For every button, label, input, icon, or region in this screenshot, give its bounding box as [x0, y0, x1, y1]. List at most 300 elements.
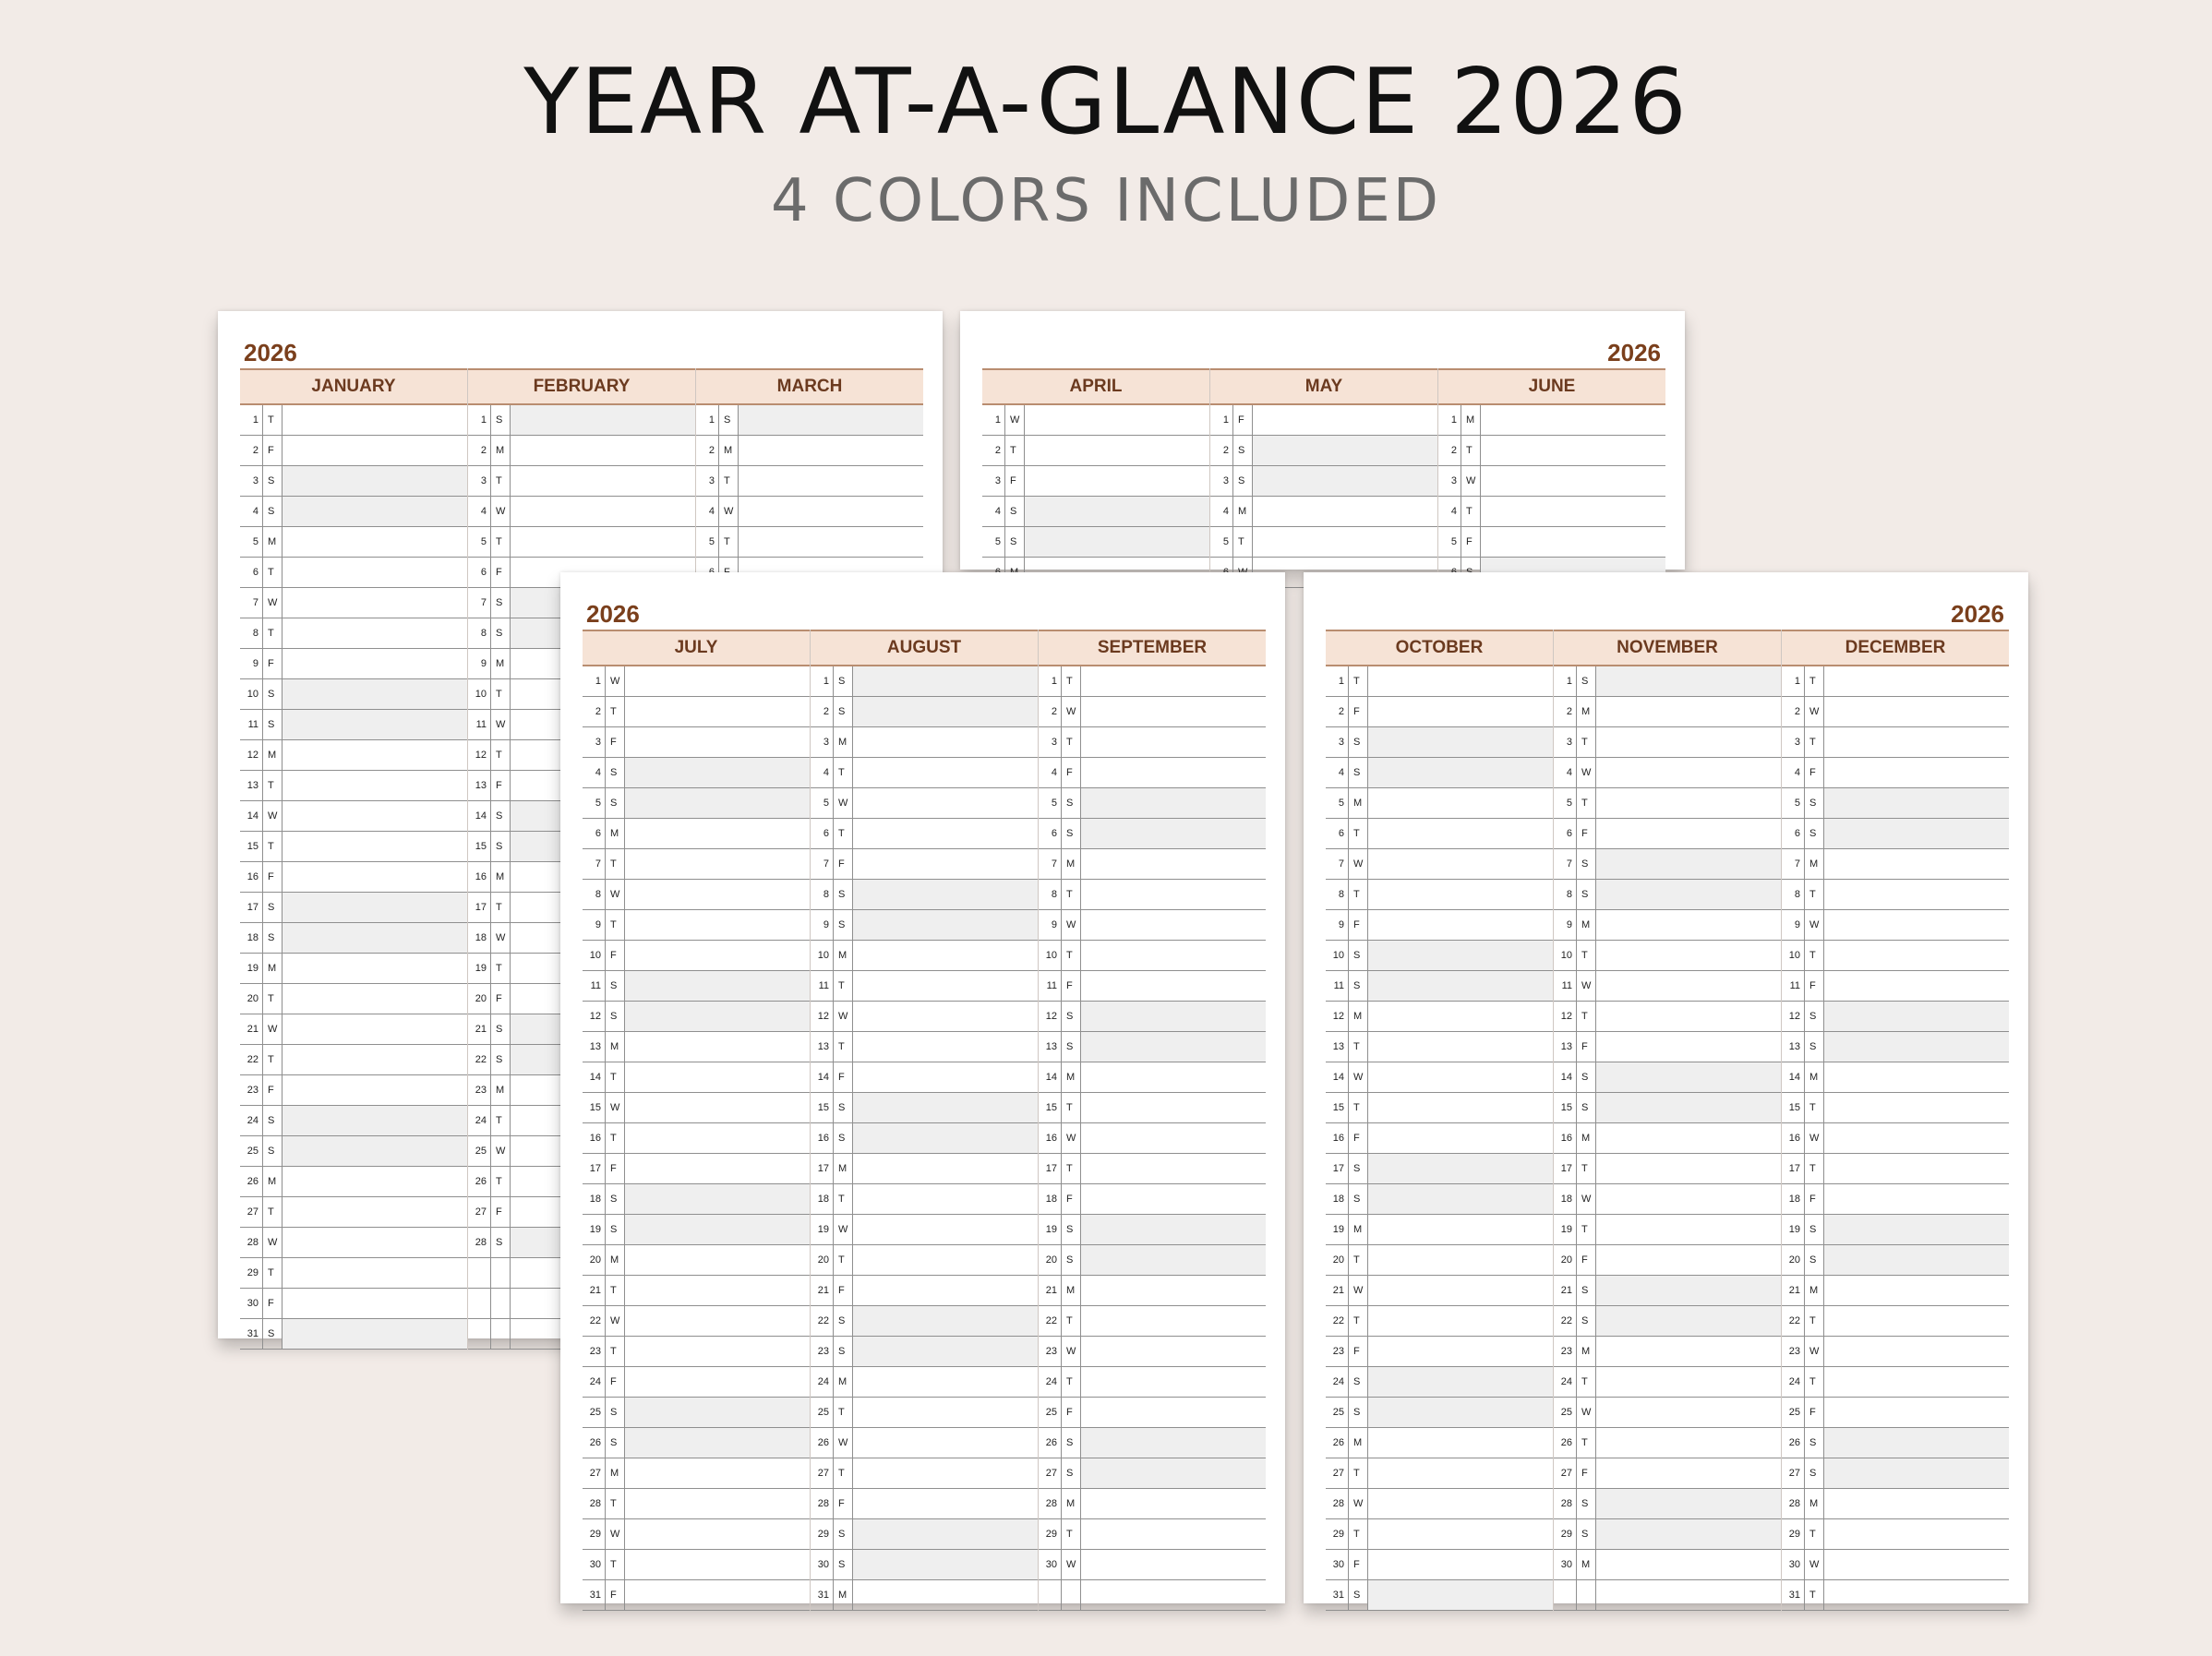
day-row[interactable]: [1039, 758, 1266, 788]
day-row[interactable]: [811, 1123, 1038, 1154]
day-row[interactable]: [811, 941, 1038, 971]
day-row[interactable]: [1554, 758, 1781, 788]
day-row[interactable]: [1782, 1062, 2009, 1093]
day-row[interactable]: [1326, 758, 1553, 788]
day-note-area[interactable]: [1824, 758, 2009, 787]
day-note-area[interactable]: [1081, 1154, 1266, 1183]
day-row[interactable]: [1782, 1276, 2009, 1306]
day-note-area[interactable]: [1368, 1580, 1553, 1610]
day-row[interactable]: [1782, 819, 2009, 849]
day-row[interactable]: [1326, 1580, 1553, 1611]
day-row[interactable]: [468, 527, 695, 558]
day-row[interactable]: [240, 1045, 467, 1075]
day-note-area[interactable]: [1368, 880, 1553, 909]
day-note-area[interactable]: [1596, 1337, 1781, 1366]
day-note-area[interactable]: [1596, 727, 1781, 757]
day-row[interactable]: [1326, 1032, 1553, 1062]
day-row[interactable]: [1554, 819, 1781, 849]
day-row[interactable]: [1326, 1002, 1553, 1032]
day-note-area[interactable]: [1081, 910, 1266, 940]
day-row[interactable]: [240, 649, 467, 679]
day-row[interactable]: [583, 1428, 810, 1458]
day-row[interactable]: [811, 758, 1038, 788]
day-note-area[interactable]: [853, 1276, 1038, 1305]
day-row[interactable]: [811, 727, 1038, 758]
day-row[interactable]: [1039, 1398, 1266, 1428]
day-note-area[interactable]: [1368, 1550, 1553, 1579]
day-row[interactable]: [583, 727, 810, 758]
day-note-area[interactable]: [1824, 941, 2009, 970]
day-note-area[interactable]: [1824, 1550, 2009, 1579]
day-row[interactable]: [1326, 1550, 1553, 1580]
day-note-area[interactable]: [1081, 1093, 1266, 1122]
day-row[interactable]: [1554, 1245, 1781, 1276]
day-row[interactable]: [240, 984, 467, 1014]
day-row[interactable]: [240, 466, 467, 497]
day-note-area[interactable]: [1081, 1215, 1266, 1244]
day-row[interactable]: [240, 954, 467, 984]
day-row[interactable]: [240, 771, 467, 801]
day-row[interactable]: [1326, 1367, 1553, 1398]
day-note-area[interactable]: [1081, 1184, 1266, 1214]
day-row[interactable]: [240, 1136, 467, 1167]
day-row[interactable]: [583, 697, 810, 727]
day-note-area[interactable]: [1596, 1306, 1781, 1336]
day-note-area[interactable]: [1824, 1154, 2009, 1183]
day-note-area[interactable]: [1368, 758, 1553, 787]
day-note-area[interactable]: [853, 910, 1038, 940]
day-row[interactable]: [1039, 1306, 1266, 1337]
day-row[interactable]: [982, 527, 1209, 558]
day-row[interactable]: [982, 405, 1209, 436]
day-row[interactable]: [583, 880, 810, 910]
day-row[interactable]: [1554, 1276, 1781, 1306]
day-row[interactable]: [811, 666, 1038, 697]
day-note-area[interactable]: [1368, 1489, 1553, 1518]
day-row[interactable]: [1782, 1337, 2009, 1367]
day-row[interactable]: [240, 497, 467, 527]
day-note-area[interactable]: [625, 1276, 810, 1305]
day-row[interactable]: [583, 1184, 810, 1215]
day-row[interactable]: [1326, 1428, 1553, 1458]
day-row[interactable]: [982, 497, 1209, 527]
day-note-area[interactable]: [1368, 1093, 1553, 1122]
day-note-area[interactable]: [1596, 910, 1781, 940]
day-note-area[interactable]: [511, 405, 695, 435]
day-row[interactable]: [1782, 880, 2009, 910]
day-row[interactable]: [811, 1306, 1038, 1337]
day-row[interactable]: [1438, 405, 1665, 436]
day-note-area[interactable]: [853, 1458, 1038, 1488]
day-note-area[interactable]: [625, 1398, 810, 1427]
day-note-area[interactable]: [1368, 1215, 1553, 1244]
day-note-area[interactable]: [283, 1319, 467, 1349]
day-note-area[interactable]: [625, 1550, 810, 1579]
day-note-area[interactable]: [625, 1184, 810, 1214]
day-row[interactable]: [1326, 1184, 1553, 1215]
day-note-area[interactable]: [1481, 527, 1665, 557]
day-note-area[interactable]: [625, 819, 810, 848]
day-row[interactable]: [583, 910, 810, 941]
day-row[interactable]: [1554, 1002, 1781, 1032]
day-row[interactable]: [1326, 910, 1553, 941]
day-note-area[interactable]: [1824, 727, 2009, 757]
day-row[interactable]: [1326, 1093, 1553, 1123]
day-row[interactable]: [1782, 1580, 2009, 1611]
day-row[interactable]: [1782, 1245, 2009, 1276]
day-note-area[interactable]: [1081, 1428, 1266, 1458]
day-row[interactable]: [1438, 497, 1665, 527]
day-row[interactable]: [696, 436, 923, 466]
day-row[interactable]: [1039, 1093, 1266, 1123]
day-note-area[interactable]: [1253, 405, 1437, 435]
day-note-area[interactable]: [1081, 666, 1266, 696]
day-note-area[interactable]: [1596, 1093, 1781, 1122]
day-row[interactable]: [583, 941, 810, 971]
day-row[interactable]: [240, 1106, 467, 1136]
day-note-area[interactable]: [625, 1519, 810, 1549]
day-row[interactable]: [1782, 1550, 2009, 1580]
day-row[interactable]: [583, 819, 810, 849]
day-note-area[interactable]: [283, 558, 467, 587]
day-note-area[interactable]: [625, 788, 810, 818]
day-note-area[interactable]: [1025, 436, 1209, 465]
day-note-area[interactable]: [511, 436, 695, 465]
day-note-area[interactable]: [625, 880, 810, 909]
day-note-area[interactable]: [1368, 697, 1553, 726]
day-note-area[interactable]: [853, 971, 1038, 1001]
day-row[interactable]: [811, 1398, 1038, 1428]
day-note-area[interactable]: [853, 1123, 1038, 1153]
day-row[interactable]: [1039, 910, 1266, 941]
day-note-area[interactable]: [1081, 1398, 1266, 1427]
day-note-area[interactable]: [1596, 666, 1781, 696]
day-row[interactable]: [1326, 941, 1553, 971]
day-row[interactable]: [811, 1154, 1038, 1184]
day-row[interactable]: [1554, 1550, 1781, 1580]
day-note-area[interactable]: [283, 893, 467, 922]
day-note-area[interactable]: [1253, 466, 1437, 496]
day-row[interactable]: [811, 971, 1038, 1002]
day-row[interactable]: [1326, 971, 1553, 1002]
day-row[interactable]: [1554, 1458, 1781, 1489]
day-row[interactable]: [240, 527, 467, 558]
day-note-area[interactable]: [1368, 1154, 1553, 1183]
day-row[interactable]: [1554, 1367, 1781, 1398]
day-row[interactable]: [240, 1167, 467, 1197]
day-note-area[interactable]: [1081, 697, 1266, 726]
day-note-area[interactable]: [1596, 1519, 1781, 1549]
day-row[interactable]: [583, 1550, 810, 1580]
day-note-area[interactable]: [1596, 1215, 1781, 1244]
day-row[interactable]: [811, 819, 1038, 849]
day-note-area[interactable]: [1368, 1458, 1553, 1488]
day-note-area[interactable]: [283, 710, 467, 739]
day-row[interactable]: [1554, 697, 1781, 727]
day-note-area[interactable]: [511, 466, 695, 496]
day-note-area[interactable]: [1824, 1215, 2009, 1244]
day-row[interactable]: [468, 436, 695, 466]
day-note-area[interactable]: [853, 1550, 1038, 1579]
day-row[interactable]: [1326, 1489, 1553, 1519]
day-note-area[interactable]: [1368, 727, 1553, 757]
day-note-area[interactable]: [853, 1306, 1038, 1336]
day-note-area[interactable]: [739, 527, 923, 557]
day-note-area[interactable]: [283, 1228, 467, 1257]
day-row[interactable]: [1039, 1184, 1266, 1215]
day-row[interactable]: [1554, 910, 1781, 941]
day-row[interactable]: [583, 1062, 810, 1093]
day-note-area[interactable]: [1824, 819, 2009, 848]
day-row[interactable]: [583, 849, 810, 880]
day-row[interactable]: [1039, 1154, 1266, 1184]
day-note-area[interactable]: [1368, 910, 1553, 940]
day-note-area[interactable]: [283, 984, 467, 1014]
day-row[interactable]: [1782, 788, 2009, 819]
day-row[interactable]: [240, 1289, 467, 1319]
day-row[interactable]: [1039, 880, 1266, 910]
day-note-area[interactable]: [1824, 1489, 2009, 1518]
day-note-area[interactable]: [625, 758, 810, 787]
day-row[interactable]: [1039, 666, 1266, 697]
day-row[interactable]: [1039, 1367, 1266, 1398]
day-row[interactable]: [1554, 1032, 1781, 1062]
day-note-area[interactable]: [1081, 1062, 1266, 1092]
day-note-area[interactable]: [1368, 666, 1553, 696]
day-note-area[interactable]: [283, 1136, 467, 1166]
day-note-area[interactable]: [1081, 1550, 1266, 1579]
day-row[interactable]: [1438, 527, 1665, 558]
day-note-area[interactable]: [1596, 1154, 1781, 1183]
day-row[interactable]: [1326, 727, 1553, 758]
day-note-area[interactable]: [1081, 727, 1266, 757]
day-row[interactable]: [1039, 1519, 1266, 1550]
day-note-area[interactable]: [1368, 1245, 1553, 1275]
day-note-area[interactable]: [1081, 788, 1266, 818]
day-row[interactable]: [1039, 1550, 1266, 1580]
day-row[interactable]: [1782, 849, 2009, 880]
day-row[interactable]: [583, 1398, 810, 1428]
day-note-area[interactable]: [853, 1062, 1038, 1092]
day-note-area[interactable]: [1081, 1337, 1266, 1366]
day-note-area[interactable]: [1481, 405, 1665, 435]
day-row[interactable]: [811, 697, 1038, 727]
day-row[interactable]: [583, 1093, 810, 1123]
day-row[interactable]: [1782, 941, 2009, 971]
day-note-area[interactable]: [1081, 1245, 1266, 1275]
day-row[interactable]: [1326, 1245, 1553, 1276]
day-note-area[interactable]: [1596, 1123, 1781, 1153]
day-note-area[interactable]: [853, 1428, 1038, 1458]
day-note-area[interactable]: [1824, 697, 2009, 726]
day-row[interactable]: [811, 1550, 1038, 1580]
day-note-area[interactable]: [1824, 1580, 2009, 1610]
day-note-area[interactable]: [1824, 1428, 2009, 1458]
day-note-area[interactable]: [1824, 1458, 2009, 1488]
day-note-area[interactable]: [1824, 1032, 2009, 1062]
day-note-area[interactable]: [1368, 788, 1553, 818]
day-row[interactable]: [240, 618, 467, 649]
day-note-area[interactable]: [511, 527, 695, 557]
day-note-area[interactable]: [625, 1428, 810, 1458]
day-note-area[interactable]: [1824, 666, 2009, 696]
day-note-area[interactable]: [853, 666, 1038, 696]
day-row[interactable]: [811, 1215, 1038, 1245]
day-note-area[interactable]: [1596, 1002, 1781, 1031]
day-row[interactable]: [240, 679, 467, 710]
day-note-area[interactable]: [283, 1167, 467, 1196]
day-row[interactable]: [1554, 1580, 1781, 1611]
day-note-area[interactable]: [1253, 527, 1437, 557]
day-row[interactable]: [811, 1032, 1038, 1062]
day-note-area[interactable]: [1081, 880, 1266, 909]
day-row[interactable]: [1210, 436, 1437, 466]
day-row[interactable]: [583, 971, 810, 1002]
day-row[interactable]: [1782, 1489, 2009, 1519]
day-note-area[interactable]: [739, 497, 923, 526]
day-row[interactable]: [1782, 697, 2009, 727]
day-row[interactable]: [1039, 819, 1266, 849]
day-row[interactable]: [811, 1002, 1038, 1032]
day-row[interactable]: [1782, 910, 2009, 941]
day-note-area[interactable]: [283, 1014, 467, 1044]
day-row[interactable]: [1554, 1489, 1781, 1519]
day-row[interactable]: [240, 1228, 467, 1258]
day-note-area[interactable]: [1824, 1337, 2009, 1366]
day-row[interactable]: [1782, 1002, 2009, 1032]
day-note-area[interactable]: [853, 1154, 1038, 1183]
day-note-area[interactable]: [283, 527, 467, 557]
day-note-area[interactable]: [1596, 849, 1781, 879]
day-note-area[interactable]: [283, 1045, 467, 1074]
day-row[interactable]: [1326, 1276, 1553, 1306]
day-note-area[interactable]: [1081, 1002, 1266, 1031]
day-row[interactable]: [1039, 941, 1266, 971]
day-note-area[interactable]: [1596, 1367, 1781, 1397]
day-note-area[interactable]: [853, 1032, 1038, 1062]
day-row[interactable]: [240, 862, 467, 893]
day-note-area[interactable]: [625, 1123, 810, 1153]
day-note-area[interactable]: [1596, 1458, 1781, 1488]
day-row[interactable]: [1554, 1123, 1781, 1154]
day-row[interactable]: [1326, 1337, 1553, 1367]
day-note-area[interactable]: [1368, 1032, 1553, 1062]
day-note-area[interactable]: [283, 923, 467, 953]
day-row[interactable]: [1326, 1306, 1553, 1337]
day-note-area[interactable]: [853, 1215, 1038, 1244]
day-note-area[interactable]: [853, 1519, 1038, 1549]
day-note-area[interactable]: [1596, 819, 1781, 848]
day-row[interactable]: [240, 740, 467, 771]
day-note-area[interactable]: [625, 1489, 810, 1518]
day-row[interactable]: [1039, 1337, 1266, 1367]
day-row[interactable]: [240, 588, 467, 618]
day-note-area[interactable]: [853, 1093, 1038, 1122]
day-note-area[interactable]: [1824, 1245, 2009, 1275]
day-row[interactable]: [583, 1002, 810, 1032]
day-row[interactable]: [583, 1337, 810, 1367]
day-row[interactable]: [1782, 1184, 2009, 1215]
day-row[interactable]: [1039, 1428, 1266, 1458]
day-row[interactable]: [1782, 1093, 2009, 1123]
day-note-area[interactable]: [1596, 1276, 1781, 1305]
day-note-area[interactable]: [1596, 1580, 1781, 1610]
day-note-area[interactable]: [853, 849, 1038, 879]
day-note-area[interactable]: [853, 1245, 1038, 1275]
day-note-area[interactable]: [1081, 1032, 1266, 1062]
day-row[interactable]: [1554, 1215, 1781, 1245]
day-row[interactable]: [811, 1184, 1038, 1215]
day-row[interactable]: [1326, 880, 1553, 910]
day-note-area[interactable]: [625, 1306, 810, 1336]
day-row[interactable]: [1782, 1032, 2009, 1062]
day-note-area[interactable]: [1824, 1062, 2009, 1092]
day-note-area[interactable]: [1824, 1184, 2009, 1214]
day-note-area[interactable]: [511, 497, 695, 526]
day-note-area[interactable]: [1368, 849, 1553, 879]
day-row[interactable]: [982, 466, 1209, 497]
day-row[interactable]: [1039, 1276, 1266, 1306]
day-row[interactable]: [240, 436, 467, 466]
day-row[interactable]: [1782, 1215, 2009, 1245]
day-note-area[interactable]: [1368, 1002, 1553, 1031]
day-note-area[interactable]: [853, 1337, 1038, 1366]
day-row[interactable]: [1554, 1337, 1781, 1367]
day-note-area[interactable]: [739, 405, 923, 435]
day-row[interactable]: [811, 1519, 1038, 1550]
day-note-area[interactable]: [625, 697, 810, 726]
day-note-area[interactable]: [283, 801, 467, 831]
day-row[interactable]: [240, 1258, 467, 1289]
day-note-area[interactable]: [1596, 758, 1781, 787]
day-row[interactable]: [1554, 788, 1781, 819]
day-row[interactable]: [1782, 1458, 2009, 1489]
day-note-area[interactable]: [1596, 788, 1781, 818]
day-row[interactable]: [811, 849, 1038, 880]
day-row[interactable]: [583, 1276, 810, 1306]
day-row[interactable]: [1039, 1489, 1266, 1519]
day-row[interactable]: [1039, 788, 1266, 819]
day-note-area[interactable]: [1596, 1184, 1781, 1214]
day-note-area[interactable]: [1368, 819, 1553, 848]
day-note-area[interactable]: [1596, 1550, 1781, 1579]
day-row[interactable]: [583, 1489, 810, 1519]
day-row[interactable]: [1326, 1215, 1553, 1245]
day-row[interactable]: [811, 1367, 1038, 1398]
day-row[interactable]: [811, 1245, 1038, 1276]
day-row[interactable]: [811, 1337, 1038, 1367]
day-row[interactable]: [1554, 1398, 1781, 1428]
day-row[interactable]: [240, 1075, 467, 1106]
day-row[interactable]: [1326, 849, 1553, 880]
day-note-area[interactable]: [853, 1002, 1038, 1031]
day-note-area[interactable]: [1824, 788, 2009, 818]
day-note-area[interactable]: [1081, 819, 1266, 848]
day-note-area[interactable]: [625, 1032, 810, 1062]
day-note-area[interactable]: [1368, 971, 1553, 1001]
day-note-area[interactable]: [1824, 1306, 2009, 1336]
day-note-area[interactable]: [1368, 1337, 1553, 1366]
day-row[interactable]: [1554, 1154, 1781, 1184]
day-row[interactable]: [1210, 405, 1437, 436]
day-note-area[interactable]: [625, 1062, 810, 1092]
day-note-area[interactable]: [283, 954, 467, 983]
day-note-area[interactable]: [283, 771, 467, 800]
day-row[interactable]: [1554, 1428, 1781, 1458]
day-note-area[interactable]: [1596, 971, 1781, 1001]
day-note-area[interactable]: [1824, 971, 2009, 1001]
day-row[interactable]: [1438, 466, 1665, 497]
